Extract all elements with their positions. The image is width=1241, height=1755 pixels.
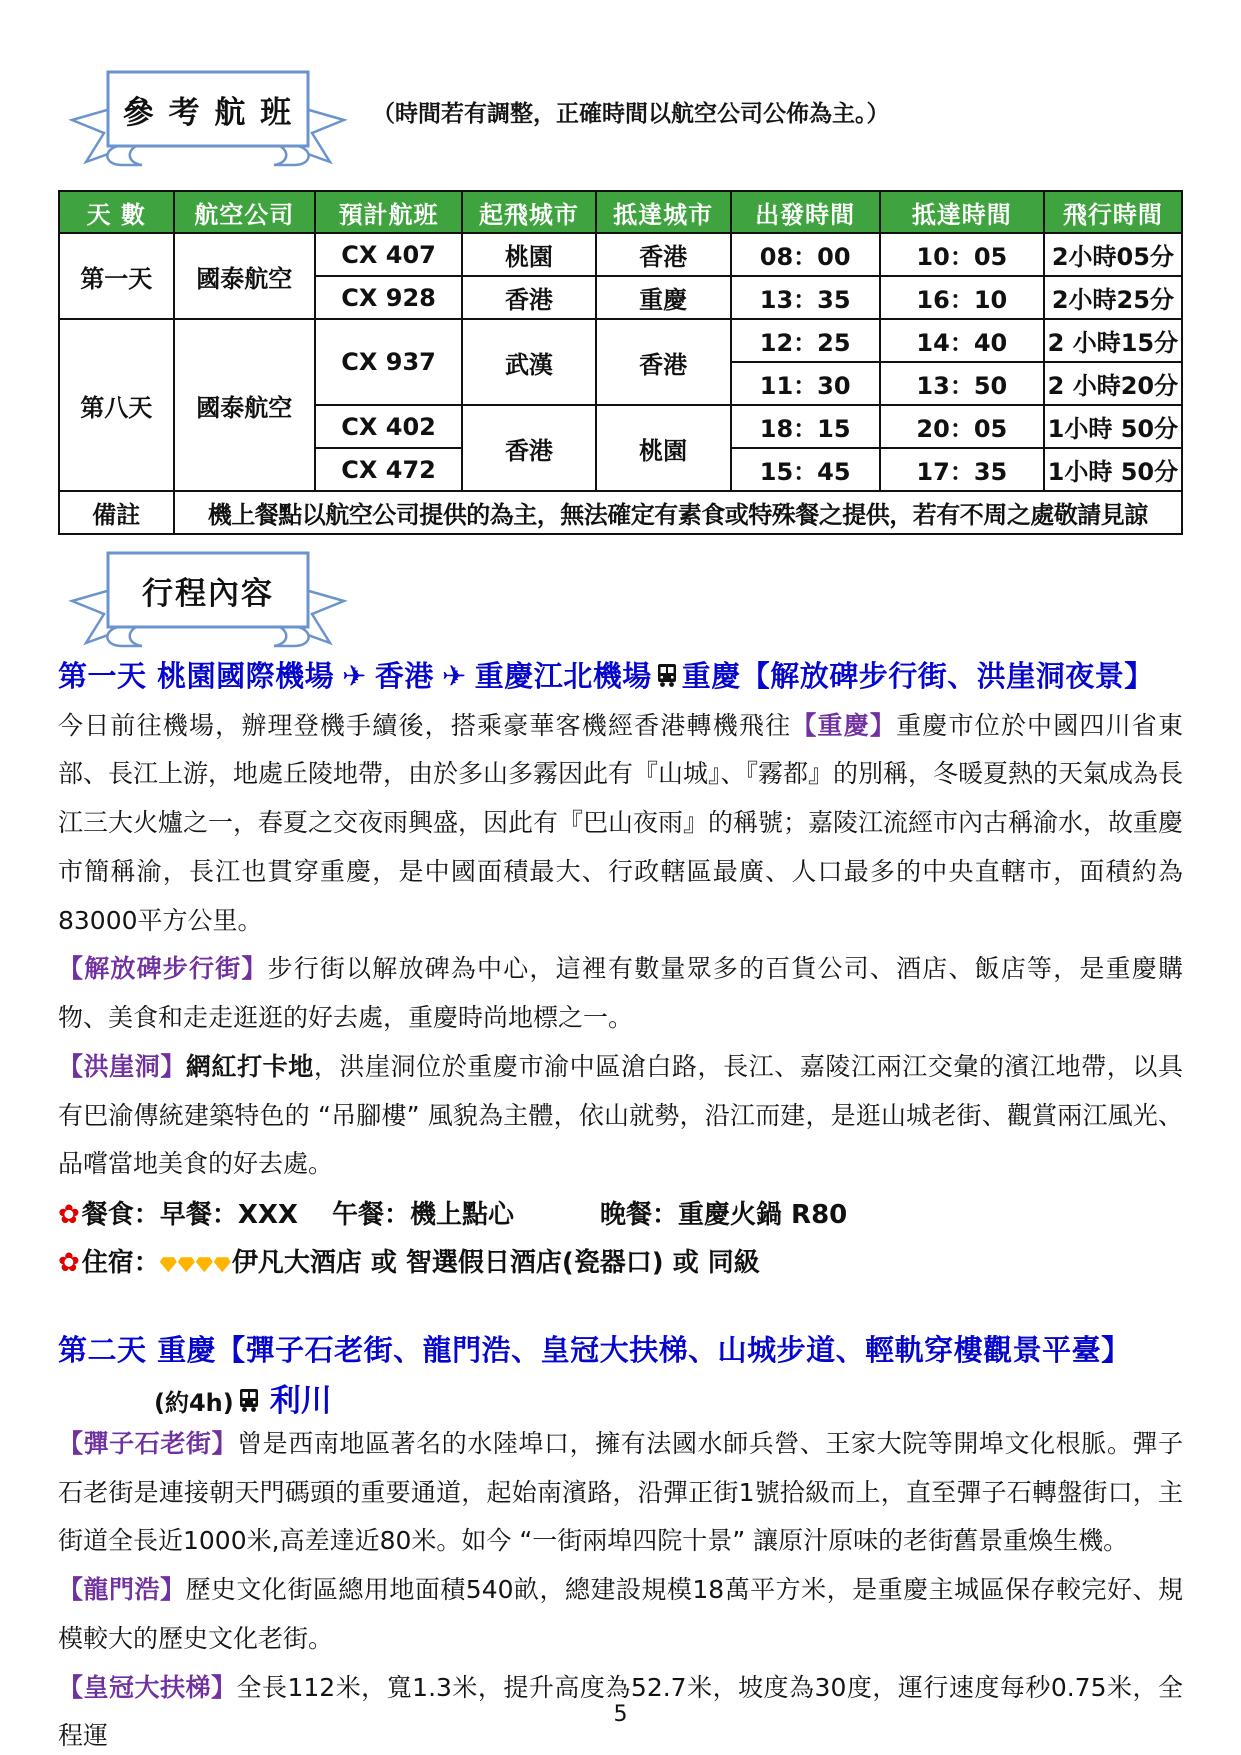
flight-banner-row: [58, 0, 1183, 170]
day-cell: 第一天: [59, 233, 174, 319]
arr-cell: 10：05: [880, 233, 1044, 276]
day2-spot1-paragraph: [58, 1420, 1183, 1566]
flower-icon: ✿: [58, 1248, 80, 1279]
plane-icon: ✈: [441, 659, 467, 693]
hotel-text: 伊凡大酒店 或 智選假日酒店(瓷器口) 或 同級: [231, 1248, 760, 1279]
flight-no-cell: CX 407: [315, 233, 462, 276]
flight-table: [58, 190, 1183, 535]
day2-block: [58, 1329, 1183, 1755]
day2-heading: 第二天 重慶【彈子石老街、龍門浩、皇冠大扶梯、山城步道、輕軌穿樓觀景平臺】: [58, 1333, 1131, 1368]
arr-cell: 20：05: [880, 405, 1044, 448]
paragraph-text: 重慶市位於中國四川省東部、長江上游，地處丘陵地帶，由於多山多霧因此有『山城』、『霧都』的別稱，冬暖夏熱的天氣成為長江三大火爐之一，春夏之交夜雨興盛，因此有『巴山夜雨』的稱號；嘉陵江流經市內古稱渝水，故重慶市簡稱渝，長江也貫穿重慶，是中國面積最大、行政轄區最廣、人口最多的中央直轄市，面積約為83000平方公里。: [58, 710, 1184, 935]
remark-label: 備註: [59, 491, 174, 534]
to-cell: 桃園: [596, 405, 731, 491]
from-cell: 香港: [462, 405, 596, 491]
highlight-text: 網紅打卡地: [185, 1051, 314, 1081]
arr-cell: 13：50: [880, 362, 1044, 405]
paragraph-text: 今日前往機場，辦理登機手續後，搭乘豪華客機經香港轉機飛往: [58, 710, 792, 740]
meals-label: 餐食：: [81, 1200, 160, 1230]
paragraph-text: ，洪崖洞位於重慶市渝中區滄白路，長江、嘉陵江兩江交彙的濱江地帶，以具有巴渝傳統建築特色的 “吊腳樓” 風貌為主體，依山就勢，沿江而建，是逛山城老街、觀賞兩江風光、品嚐當地美食的好去處。: [58, 1051, 1183, 1179]
day1-heading: [58, 655, 1183, 702]
table-header-row: [59, 191, 1182, 233]
col-header-from: 起飛城市: [462, 191, 596, 233]
plane-icon: ✈: [342, 659, 367, 693]
spot-tag: 【彈子石老街】: [58, 1428, 238, 1458]
dur-cell: 2小時25分: [1044, 276, 1182, 319]
day1-heading-part3: 重慶江北機場: [474, 659, 652, 693]
remark-text: 機上餐點以航空公司提供的為主，無法確定有素食或特殊餐之提供，若有不周之處敬請見諒: [174, 491, 1182, 534]
to-cell: 香港: [596, 319, 731, 405]
from-cell: 桃園: [462, 233, 596, 276]
col-header-arr: 抵達時間: [880, 191, 1044, 233]
from-cell: 香港: [462, 276, 596, 319]
gem-icon: [214, 1257, 231, 1272]
to-cell: 香港: [596, 233, 731, 276]
hotel-line: [58, 1241, 1183, 1285]
remark-row: [59, 491, 1182, 534]
paragraph-text: 步行街以解放碑為中心，這裡有數量眾多的百貨公司、酒店、飯店等，是重慶購物、美食和走走逛逛的好去處，重慶時尚地標之一。: [58, 954, 1183, 1032]
dur-cell: 2 小時20分: [1044, 362, 1182, 405]
bus-icon: [655, 658, 679, 702]
dur-cell: 1小時 50分: [1044, 405, 1182, 448]
flight-no-cell: CX 472: [315, 448, 462, 491]
dep-cell: 18：15: [731, 405, 880, 448]
paragraph-text: 全長112米，寬1.3米，提升高度為52.7米，坡度為30度，運行速度每秒0.75米，全程運: [58, 1672, 1183, 1751]
spot-tag: 【重慶】: [791, 710, 897, 740]
itinerary-banner-ribbon: [58, 547, 358, 651]
col-header-flight: 預計航班: [315, 191, 462, 233]
spot-tag: 【龍門浩】: [58, 1575, 186, 1605]
airline-cell: 國泰航空: [174, 319, 315, 491]
meal-dinner: 晚餐：重慶火鍋 R80: [600, 1200, 848, 1230]
day1-heading-part1: 第一天 桃園國際機場: [58, 659, 335, 693]
airline-cell: 國泰航空: [174, 233, 315, 319]
spot-tag: 【解放碑步行街】: [58, 954, 268, 984]
day2-heading-sub: [154, 1375, 1183, 1420]
day1-spot1-paragraph: [58, 945, 1183, 1043]
arr-cell: 14：40: [880, 319, 1044, 362]
meals-line: [58, 1193, 1183, 1237]
col-header-dur: 飛行時間: [1044, 191, 1182, 233]
itinerary-banner-label: 行程內容: [142, 575, 274, 612]
spot-tag: 【皇冠大扶梯】: [58, 1672, 237, 1702]
dur-cell: 1小時 50分: [1044, 448, 1182, 491]
paragraph-text: 歷史文化街區總用地面積540畝，總建設規模18萬平方米，是重慶主城區保存較完好、規模較大的歷史文化老街。: [58, 1575, 1183, 1653]
flower-icon: ✿: [58, 1200, 80, 1230]
bus-icon: [237, 1388, 261, 1420]
flight-banner-ribbon: [58, 66, 358, 170]
dur-cell: 2 小時15分: [1044, 319, 1182, 362]
page-number: 5: [613, 1702, 628, 1727]
arr-cell: 16：10: [880, 276, 1044, 319]
col-header-day: 天 數: [59, 191, 174, 233]
day2-duration: (約4h): [154, 1388, 234, 1417]
dep-cell: 13：35: [731, 276, 880, 319]
dep-cell: 11：30: [731, 362, 880, 405]
dep-cell: 15：45: [731, 448, 880, 491]
flight-banner-note: （時間若有調整，正確時間以航空公司公佈為主。）: [372, 100, 890, 127]
col-header-airline: 航空公司: [174, 191, 315, 233]
day1-spot2-paragraph: [58, 1043, 1183, 1189]
meal-breakfast: 早餐：XXX: [159, 1200, 298, 1230]
from-cell: 武漢: [462, 319, 596, 405]
meal-lunch: 午餐：機上點心: [332, 1200, 515, 1230]
arr-cell: 17：35: [880, 448, 1044, 491]
dep-cell: 12：25: [731, 319, 880, 362]
itinerary-banner-row: [58, 547, 1183, 651]
day1-heading-part4: 重慶【解放碑步行街、洪崖洞夜景】: [681, 659, 1154, 693]
flight-no-cell: CX 928: [315, 276, 462, 319]
gem-icon: [178, 1257, 195, 1272]
flight-no-cell: CX 402: [315, 405, 462, 448]
day2-destination: 利川: [269, 1382, 332, 1419]
table-row: [59, 319, 1182, 362]
flight-no-cell: CX 937: [315, 319, 462, 405]
col-header-to: 抵達城市: [596, 191, 731, 233]
day1-heading-part2: 香港: [374, 659, 434, 693]
day-cell: 第八天: [59, 319, 174, 491]
dur-cell: 2小時05分: [1044, 233, 1182, 276]
to-cell: 重慶: [596, 276, 731, 319]
gem-icon: [160, 1257, 177, 1272]
spot-tag: 【洪崖洞】: [58, 1051, 186, 1081]
paragraph-text: 曾是西南地區著名的水陸埠口，擁有法國水師兵營、王家大院等開埠文化根脈。彈子石老街是連接朝天門碼頭的重要通道，起始南濱路，沿彈正街1號拾級而上，直至彈子石轉盤街口，主街道全長近1000米,高差達近80米。如今 “一街兩埠四院十景” 讓原汁原味的老街舊景重煥生機。: [58, 1428, 1183, 1556]
flight-banner-label: 參 考 航 班: [122, 94, 294, 131]
table-row: [59, 233, 1182, 276]
day1-intro-paragraph: [58, 702, 1183, 946]
day2-spot2-paragraph: [58, 1566, 1183, 1664]
hotel-label: 住宿：: [81, 1248, 160, 1279]
col-header-dep: 出發時間: [731, 191, 880, 233]
dep-cell: 08：00: [731, 233, 880, 276]
gem-icon: [196, 1257, 213, 1272]
